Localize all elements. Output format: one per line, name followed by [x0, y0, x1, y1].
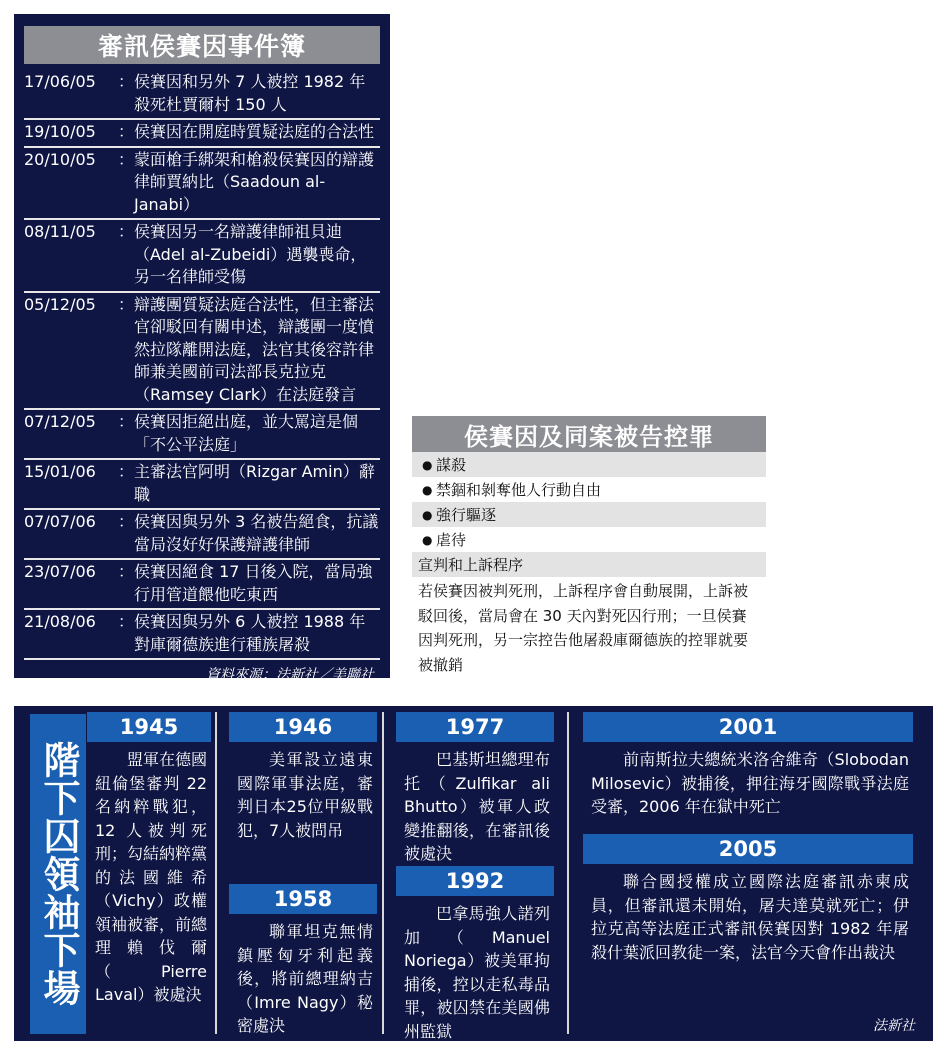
timeline-entry	[24, 220, 380, 293]
timeline-text: 辯護團質疑法庭合法性，但主審法官卻駁回有關申述，辯護團一度憤然拉隊離開法庭，法官其後容許律師兼美國前司法部長克拉克（Ramsey Clark）在法庭發言	[134, 294, 375, 404]
year-block-2001	[583, 712, 913, 819]
timeline-text: 主審法官阿明（Rizgar Amin）辭職	[134, 462, 375, 504]
timeline-text: 侯賽因和另外 7 人被控 1982 年殺死杜賈爾村 150 人	[134, 72, 366, 114]
timeline-separator: ：	[118, 512, 135, 531]
timeline-separator: ：	[118, 222, 135, 241]
charges-title: 侯賽因及同案被告控罪	[412, 416, 766, 452]
year-text: 美軍設立遠東國際軍事法庭，審判日本25位甲級戰犯，7人被問吊	[237, 750, 373, 840]
year-label: 2001	[583, 712, 913, 742]
timeline-entry	[24, 293, 380, 411]
year-label: 1945	[87, 712, 211, 742]
year-block-1946	[229, 712, 377, 842]
timeline-separator: ：	[118, 612, 135, 631]
bullet-icon: ●	[422, 507, 433, 522]
timeline-date: 05/12/05	[24, 294, 96, 314]
timeline-date: 08/11/05	[24, 222, 96, 241]
timeline-text: 侯賽因與另外 6 人被控 1988 年對庫爾德族進行種族屠殺	[134, 612, 366, 654]
timeline-entry	[24, 410, 380, 460]
appeal-title: 宣判和上訴程序	[412, 552, 766, 577]
timeline-date: 21/08/06	[24, 612, 96, 631]
year-text: 聯軍坦克無情鎮壓匈牙利起義後，將前總理納吉（Imre Nagy）秘密處決	[237, 922, 373, 1035]
appeal-text: 若侯賽因被判死刑，上訴程序會自動展開，上訴被駁回後，當局會在 30 天內對死囚行刑；一旦侯賽因判死刑，另一宗控告他屠殺庫爾德族的控罪就要被撤銷	[418, 582, 749, 674]
year-label: 2005	[583, 834, 913, 864]
timeline-entry	[24, 560, 380, 610]
year-label: 1946	[229, 712, 377, 742]
year-text: 聯合國授權成立國際法庭審訊赤柬成員，但審訊還未開始，屠夫達莫就死亡；伊拉克高等法庭正式審訊侯賽因對 1982 年屠殺什葉派回教徒一案，法官今天會作出裁決	[591, 872, 909, 962]
timeline-text: 侯賽因拒絕出庭，並大罵這是個「不公平法庭」	[134, 412, 359, 454]
year-text: 巴基斯坦總理布托（Zulfikar ali Bhutto）被軍人政變推翻後，在審訊後被處決	[404, 750, 550, 863]
column-divider	[567, 712, 569, 1034]
timeline-date: 07/12/05	[24, 412, 96, 431]
timeline-separator: ：	[118, 72, 135, 91]
timeline-date: 07/07/06	[24, 512, 96, 531]
timeline-entry	[24, 510, 380, 560]
timeline-text: 侯賽因在開庭時質疑法庭的合法性	[134, 122, 375, 141]
timeline-panel	[14, 14, 390, 683]
timeline-title: 審訊侯賽因事件簿	[24, 26, 380, 64]
year-block-1977	[396, 712, 554, 866]
timeline-list	[24, 70, 380, 660]
timeline-separator: ：	[118, 149, 135, 169]
timeline-date: 17/06/05	[24, 72, 96, 91]
timeline-separator: ：	[118, 294, 135, 314]
timeline-date: 19/10/05	[24, 122, 96, 141]
charge-item	[412, 477, 766, 502]
charge-item	[412, 527, 766, 552]
year-block-1945	[87, 712, 211, 1007]
timeline-date: 23/07/06	[24, 562, 96, 581]
year-block-1958	[229, 884, 377, 1038]
column-divider	[215, 712, 217, 1034]
timeline-entry	[24, 120, 380, 148]
history-source: 法新社	[873, 1018, 915, 1034]
timeline-text: 侯賽因另一名辯護律師祖貝迪（Adel al-Zubeidi）遇襲喪命，另一名律師受傷	[134, 222, 367, 286]
column-divider	[382, 712, 384, 1034]
year-block-1992	[396, 866, 554, 1043]
charges-panel	[412, 416, 766, 677]
timeline-separator: ：	[118, 562, 135, 581]
year-label: 1977	[396, 712, 554, 742]
year-label: 1992	[396, 866, 554, 896]
timeline-separator: ：	[118, 412, 135, 431]
charge-item	[412, 452, 766, 477]
year-text: 前南斯拉夫總統米洛舍維奇（Slobodan Milosevic）被捕後，押往海牙國際戰爭法庭受審，2006 年在獄中死亡	[591, 750, 909, 816]
timeline-source: 資料來源：法新社／美聯社	[206, 667, 374, 683]
timeline-date: 20/10/05	[24, 149, 96, 169]
timeline-text: 侯賽因絕食 17 日後入院，當局強行用管道餵他吃東西	[134, 562, 373, 604]
timeline-text: 侯賽因與另外 3 名被告絕食，抗議當局沒好好保護辯護律師	[134, 512, 379, 554]
timeline-text: 蒙面槍手綁架和槍殺侯賽因的辯護律師賈納比（Saadoun al-Janabi）	[134, 149, 375, 214]
timeline-entry	[24, 610, 380, 660]
bullet-icon: ●	[422, 457, 433, 472]
timeline-separator: ：	[118, 122, 135, 141]
history-band	[14, 706, 933, 1041]
history-title: 階下囚領袖下場	[30, 714, 86, 1034]
timeline-entry	[24, 70, 380, 120]
year-text: 盟軍在德國紐倫堡審判 22 名納粹戰犯，12 人被判死刑；勾結納粹黨的法國維希（Vichy）政權領袖被審，前總理賴伐爾（Pierre Laval）被處決	[95, 750, 208, 1004]
charge-label: 虐待	[436, 531, 467, 549]
year-text: 巴拿馬強人諾列加（Manuel Noriega）被美軍拘捕後，控以走私毒品罪，被囚禁在美國佛州監獄	[404, 904, 550, 1041]
timeline-separator: ：	[118, 462, 135, 481]
bullet-icon: ●	[422, 482, 433, 497]
timeline-entry	[24, 460, 380, 510]
timeline-entry	[24, 148, 380, 221]
year-label: 1958	[229, 884, 377, 914]
timeline-date: 15/01/06	[24, 462, 96, 481]
charge-label: 禁錮和剝奪他人行動自由	[436, 481, 602, 499]
charge-item	[412, 502, 766, 527]
year-block-2005	[583, 834, 913, 964]
bullet-icon: ●	[422, 532, 433, 547]
charge-label: 強行驅逐	[436, 506, 497, 524]
charge-label: 謀殺	[436, 456, 467, 474]
